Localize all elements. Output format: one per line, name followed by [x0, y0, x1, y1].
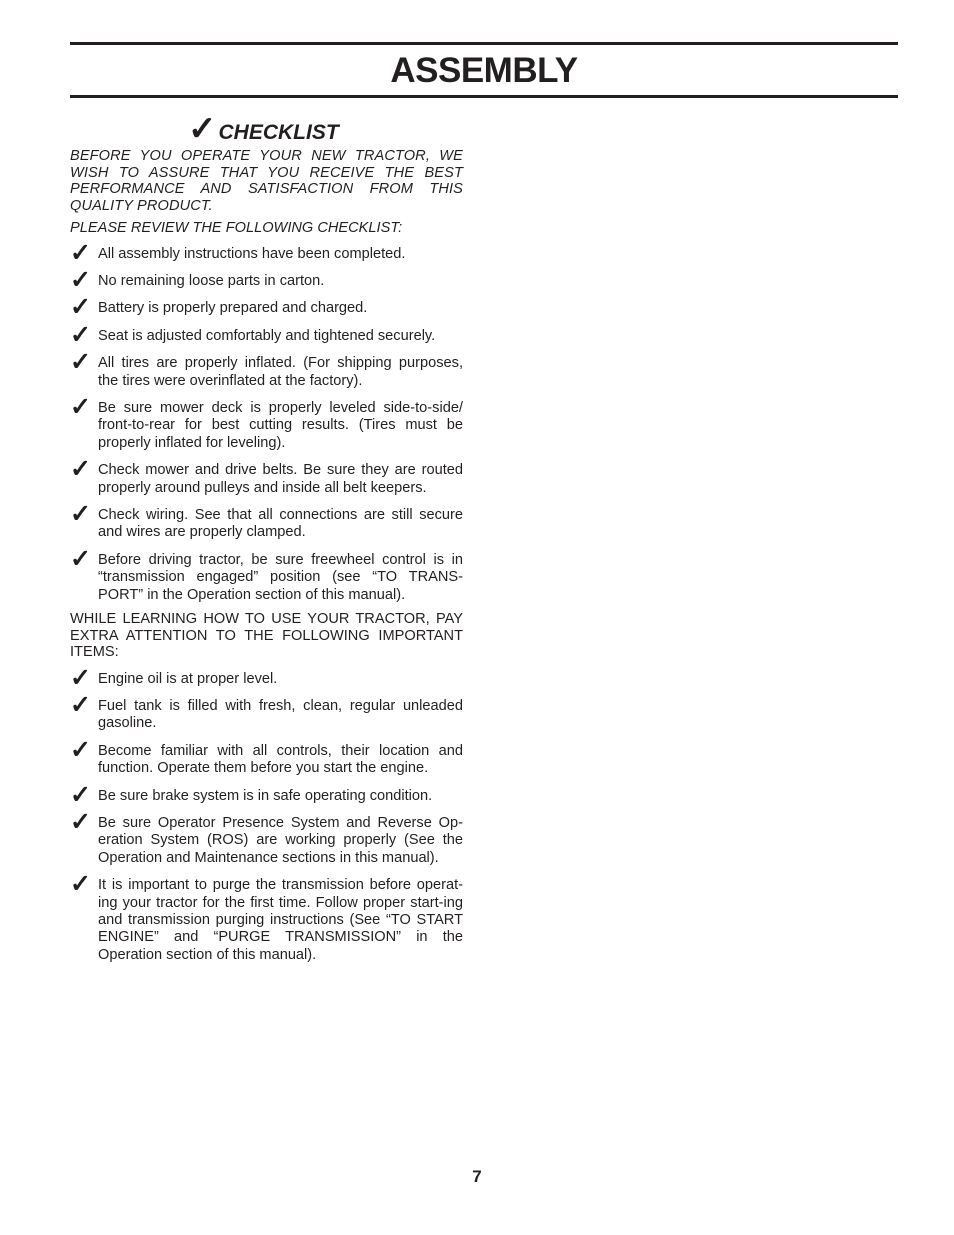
- list-item-text: Check wiring. See that all connections are still secure and wires are properly clamped.: [98, 506, 463, 541]
- list-item-text: Fuel tank is filled with fresh, clean, regular unleaded gasoline.: [98, 697, 463, 732]
- list-item: [70, 348, 463, 390]
- list-item-text: Be sure mower deck is properly leveled side-to-side/ front-to-rear for best cutting results. (Tires must be properly inflated for leveling).: [98, 399, 463, 451]
- check-mark-icon: ✓: [70, 293, 91, 322]
- list-item: [70, 735, 463, 778]
- page-title: ASSEMBLY: [390, 51, 578, 90]
- checklist-review-prompt: PLEASE REVIEW THE FOLLOWING CHECKLIST:: [70, 220, 403, 236]
- list-item: [70, 238, 463, 267]
- list-item: [70, 780, 463, 809]
- check-mark-icon: ✓: [70, 780, 91, 809]
- list-item-text: Seat is adjusted comfortably and tightened securely.: [98, 327, 436, 344]
- list-item: [70, 499, 463, 542]
- list-item: [70, 320, 463, 349]
- learning-heading: WHILE LEARNING HOW TO USE YOUR TRACTOR, PAY EXTRA ATTENTION TO THE FOLLOWING IMPORTANT ITEMS:: [70, 611, 463, 660]
- header-rule-top: [70, 42, 898, 45]
- list-item-text: Engine oil is at proper level.: [98, 670, 278, 687]
- checklist-items: [70, 238, 463, 605]
- check-mark-icon: ✓: [70, 238, 91, 267]
- list-item: [70, 455, 463, 497]
- list-item-text: It is important to purge the transmission before operat-ing your tractor for the first time. Follow proper start-ing and transmission purging instructions (See “TO START ENGINE” and “PURGE TRANSMISSION” in the Operation section of this manual).: [98, 877, 463, 963]
- check-mark-icon: ✓: [70, 455, 91, 484]
- check-mark-icon: ✓: [70, 690, 91, 719]
- check-mark-icon: ✓: [70, 265, 91, 294]
- list-item: [70, 690, 463, 733]
- checklist-heading-text: CHECKLIST: [218, 121, 339, 144]
- check-mark-icon: ✓: [70, 320, 91, 349]
- check-mark-icon: ✓: [188, 110, 217, 148]
- check-mark-icon: ✓: [70, 663, 91, 692]
- check-mark-icon: ✓: [70, 392, 91, 421]
- list-item-text: Before driving tractor, be sure freewheel control is in “transmission engaged” position (see “TO TRANS-PORT” in the Operation section of this manual).: [98, 551, 463, 603]
- list-item-text: Battery is properly prepared and charged.: [98, 300, 368, 317]
- checklist-intro: BEFORE YOU OPERATE YOUR NEW TRACTOR, WE WISH TO ASSURE THAT YOU RECEIVE THE BEST PERFORMANCE AND SATISFACTION FROM THIS QUALITY PRODUCT.: [70, 148, 463, 214]
- list-item-text: Become familiar with all controls, their location and function. Operate them before you start the engine.: [98, 742, 463, 777]
- checklist-column: [70, 110, 463, 974]
- list-item: [70, 265, 463, 294]
- check-mark-icon: ✓: [70, 735, 91, 764]
- checklist-heading: [188, 110, 463, 146]
- check-mark-icon: ✓: [70, 807, 91, 836]
- list-item-text: All assembly instructions have been completed.: [98, 245, 406, 262]
- list-item-text: Be sure brake system is in safe operating condition.: [98, 787, 433, 804]
- list-item: [70, 663, 463, 692]
- list-item: [70, 293, 463, 322]
- list-item-text: No remaining loose parts in carton.: [98, 272, 325, 289]
- list-item-text: All tires are properly inflated. (For shipping purposes, the tires were overinflated at the factory).: [98, 355, 463, 389]
- check-mark-icon: ✓: [70, 348, 91, 377]
- list-item-text: Check mower and drive belts. Be sure they are routed properly around pulleys and inside all belt keepers.: [98, 462, 463, 496]
- check-mark-icon: ✓: [70, 870, 91, 899]
- page-number: 7: [472, 1167, 482, 1186]
- list-item: [70, 392, 463, 452]
- list-item: [70, 807, 463, 867]
- check-mark-icon: ✓: [70, 499, 91, 528]
- list-item: [70, 544, 463, 604]
- list-item: [70, 870, 463, 964]
- important-items: [70, 663, 463, 965]
- check-mark-icon: ✓: [70, 544, 91, 573]
- list-item-text: Be sure Operator Presence System and Reverse Op-eration System (ROS) are working properly (See the Operation and Maintenance sections in this manual).: [98, 814, 463, 866]
- header-rule-bottom: [70, 95, 898, 98]
